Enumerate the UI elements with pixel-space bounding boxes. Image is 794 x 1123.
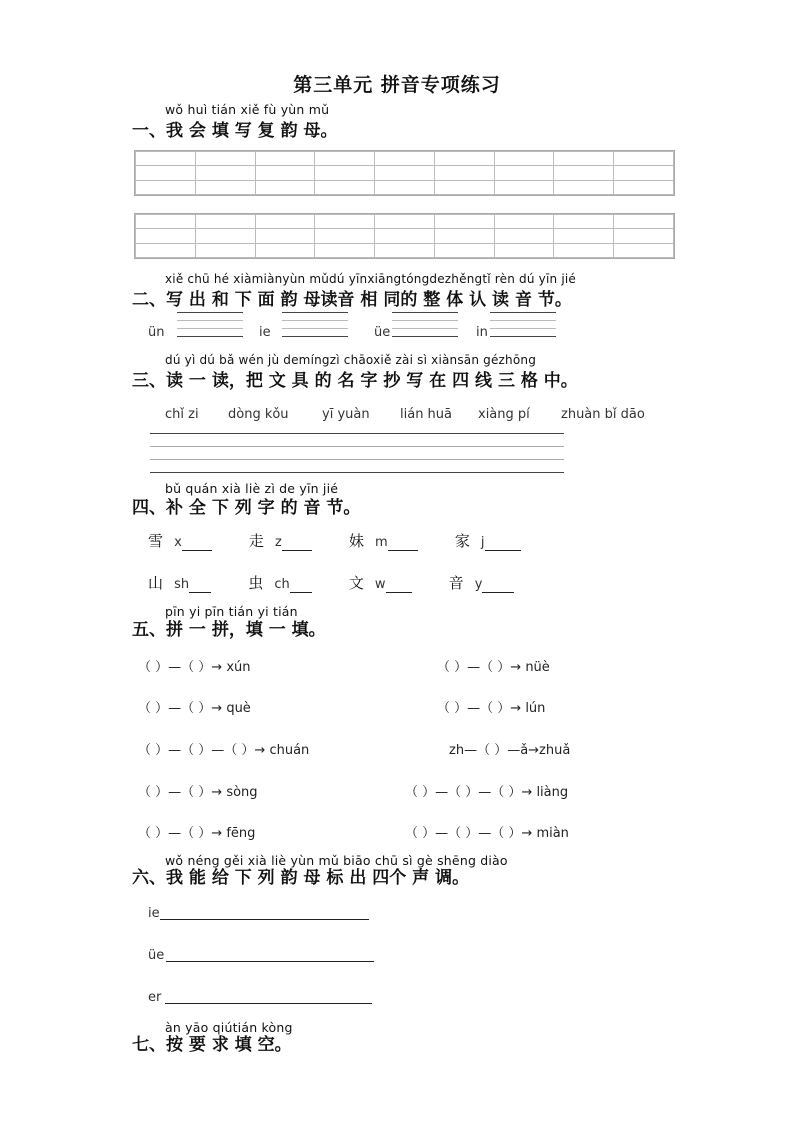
- s4-initial: y: [474, 577, 483, 592]
- s4-initial: j: [480, 535, 485, 550]
- s5-left-row-1[interactable]: （ ）—（ ）→ xún: [138, 660, 251, 675]
- s6-blank-ue[interactable]: [166, 961, 374, 962]
- s3-word-5: xiàng pí: [478, 407, 530, 422]
- s7-heading: 七、按 要 求 填 空。: [132, 1035, 292, 1055]
- s4-blank[interactable]: [182, 538, 212, 551]
- s3-four-line-grid[interactable]: [150, 433, 564, 473]
- s6-heading: 六、我 能 给 下 列 韵 母 标 出 四个 声 调。: [132, 868, 470, 888]
- s2-blank-ue[interactable]: [392, 312, 458, 337]
- s4-initial: x: [174, 535, 182, 550]
- page-title: 第三单元 拼音专项练习: [293, 74, 501, 96]
- s6-blank-er[interactable]: [165, 1003, 372, 1004]
- s4-char: 文: [348, 574, 364, 592]
- s4-blank[interactable]: [388, 538, 418, 551]
- s4-heading: 四、补 全 下 列 字 的 音 节。: [132, 498, 361, 518]
- s3-word-6: zhuàn bǐ dāo: [561, 407, 645, 422]
- s7-pinyin: àn yāo qiútián kòng: [165, 1020, 293, 1035]
- s1-pinyin: wǒ huì tián xiě fù yùn mǔ: [165, 102, 330, 117]
- s4-row-2: [148, 572, 514, 593]
- s5-right-row-1[interactable]: （ ）—（ ）→ nüè: [437, 660, 550, 675]
- s5-right-row-2[interactable]: （ ）—（ ）→ lún: [437, 701, 546, 716]
- s4-blank[interactable]: [485, 538, 521, 551]
- s5-right-row-5[interactable]: （ ）—（ ）—（ ）→ miàn: [405, 826, 569, 841]
- s6-pinyin: wǒ néng gěi xià liè yùn mǔ biāo chū sì gè shēng diào: [165, 853, 508, 868]
- s4-initial: sh: [174, 577, 190, 592]
- s4-blank[interactable]: [386, 580, 412, 593]
- s4-char: 家: [454, 532, 470, 550]
- s4-char: 雪: [148, 532, 164, 550]
- s4-initial: w: [374, 577, 386, 592]
- s5-heading: 五、拼 一 拼，填 一 填。: [132, 620, 326, 640]
- s4-blank[interactable]: [482, 580, 514, 593]
- s2-blank-in[interactable]: [490, 312, 556, 337]
- s3-word-3: yī yuàn: [322, 407, 370, 422]
- s3-word-2: dòng kǒu: [228, 407, 289, 422]
- s4-pinyin: bǔ quán xià liè zì de yīn jié: [165, 481, 339, 496]
- s2-item-in: in: [476, 325, 488, 340]
- s5-right-row-3[interactable]: zh—（ ）—ǎ→zhuǎ: [449, 743, 571, 758]
- s6-item-ue: üe: [148, 948, 165, 963]
- s2-item-ue: üe: [374, 325, 391, 340]
- s3-word-4: lián huā: [400, 407, 453, 422]
- s2-item-un: ün: [148, 325, 165, 340]
- s3-pinyin: dú yì dú bǎ wén jù demíngzì chāoxiě zài sì xiànsān gézhōng: [165, 353, 537, 367]
- s4-char: 山: [148, 574, 164, 592]
- four-line-grid-1[interactable]: [134, 150, 675, 196]
- s2-item-ie: ie: [259, 325, 271, 340]
- s4-char: 走: [248, 532, 264, 550]
- s5-left-row-2[interactable]: （ ）—（ ）→ què: [138, 701, 251, 716]
- s5-left-row-4[interactable]: （ ）—（ ）→ sòng: [138, 785, 258, 800]
- s4-blank[interactable]: [282, 538, 312, 551]
- s2-blank-ie[interactable]: [282, 312, 348, 337]
- s1-heading: 一、我 会 填 写 复 韵 母。: [132, 121, 338, 141]
- s5-pinyin: pīn yi pīn tián yi tián: [165, 604, 298, 619]
- s6-blank-ie[interactable]: [160, 919, 369, 920]
- s4-initial: m: [375, 535, 388, 550]
- s6-item-ie: ie: [148, 906, 160, 921]
- s3-word-1: chǐ zi: [165, 407, 199, 422]
- s5-left-row-3[interactable]: （ ）—（ ）—（ ）→ chuán: [138, 743, 310, 758]
- s4-initial: ch: [274, 577, 290, 592]
- s6-item-er: er: [148, 990, 162, 1005]
- s4-initial: z: [275, 535, 282, 550]
- four-line-grid-2[interactable]: [134, 213, 675, 259]
- s5-left-row-5[interactable]: （ ）—（ ）→ fēng: [138, 826, 256, 841]
- s4-blank[interactable]: [189, 580, 211, 593]
- s2-pinyin: xiě chū hé xiàmiànyùn mǔdú yīnxiāngtóngdezhěngtǐ rèn dú yīn jié: [165, 272, 576, 286]
- s2-blank-un[interactable]: [177, 312, 243, 337]
- s2-heading: 二、写 出 和 下 面 韵 母读音 相 同的 整 体 认 读 音 节。: [132, 290, 572, 310]
- s3-heading: 三、读 一 读，把 文 具 的 名 字 抄 写 在 四 线 三 格 中。: [132, 371, 578, 391]
- s4-blank[interactable]: [290, 580, 312, 593]
- s5-right-row-4[interactable]: （ ）—（ ）—（ ）→ liàng: [405, 785, 569, 800]
- s4-char: 妹: [348, 532, 364, 550]
- s4-row-1: [148, 530, 521, 551]
- s4-char: 音: [448, 574, 464, 592]
- s4-char: 虫: [248, 574, 264, 592]
